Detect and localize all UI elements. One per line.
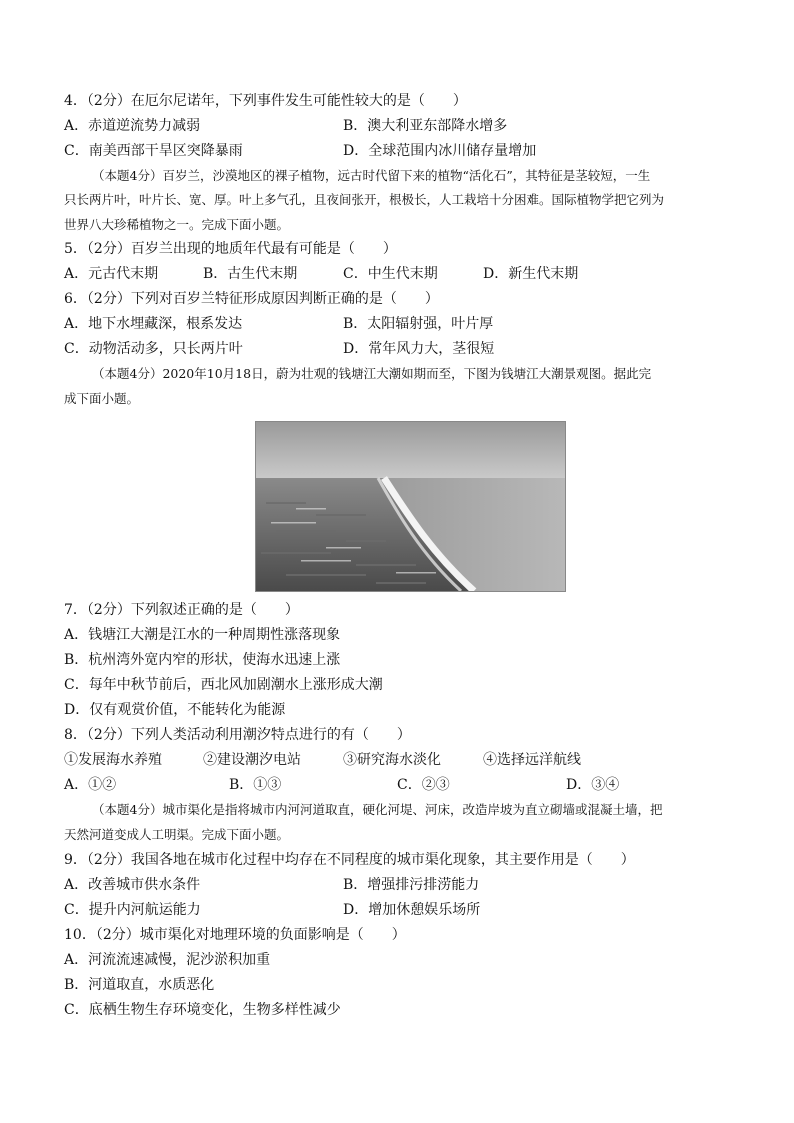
q4-stem: 4．（2分）在厄尔尼诺年，下列事件发生可能性较大的是（ ） (64, 93, 467, 109)
qiantang-tide-photo (255, 421, 566, 592)
q9-option-a[interactable]: A．改善城市供水条件 (64, 877, 201, 893)
q10-stem: 10．（2分）城市渠化对地理环境的负面影响是（ ） (64, 927, 406, 943)
q6-stem: 6．（2分）下列对百岁兰特征形成原因判断正确的是（ ） (64, 291, 439, 307)
q8-stem: 8．（2分）下列人类活动利用潮汐特点进行的有（ ） (64, 727, 411, 743)
q8-option-c[interactable]: C．②③ (397, 777, 450, 793)
q7-option-b[interactable]: B．杭州湾外宽内窄的形状，使海水迅速上涨 (64, 652, 341, 668)
q4-option-c[interactable]: C．南美西部干旱区突降暴雨 (64, 143, 243, 159)
q9-option-b[interactable]: B．增强排污排涝能力 (343, 877, 480, 893)
intro-baisuilan-line2: 只长两片叶，叶片长、宽、厚。叶上多气孔，且夜间张开，根极长，人工栽培十分困难。国际植物学把它列为 (64, 192, 665, 207)
q8-item-4: ④选择远洋航线 (483, 752, 581, 768)
intro-canal-line2: 天然河道变成人工明渠。完成下面小题。 (64, 827, 290, 842)
q7-option-d[interactable]: D．仅有观赏价值，不能转化为能源 (64, 702, 286, 718)
q8-option-d[interactable]: D．③④ (566, 777, 620, 793)
q8-item-1: ①发展海水养殖 (64, 752, 162, 768)
q5-stem: 5．（2分）百岁兰出现的地质年代最有可能是（ ） (64, 241, 397, 257)
q7-stem: 7．（2分）下列叙述正确的是（ ） (64, 602, 299, 618)
q6-option-c[interactable]: C．动物活动多，只长两片叶 (64, 341, 243, 357)
q8-option-a[interactable]: A．①② (64, 777, 117, 793)
q7-option-c[interactable]: C．每年中秋节前后，西北风加剧潮水上涨形成大潮 (64, 677, 383, 693)
q8-item-2: ②建设潮汐电站 (203, 752, 301, 768)
q4-option-d[interactable]: D．全球范围内冰川储存量增加 (343, 143, 537, 159)
q4-option-a[interactable]: A．赤道逆流势力减弱 (64, 118, 201, 134)
q10-option-a[interactable]: A．河流流速减慢，泥沙淤积加重 (64, 952, 271, 968)
q9-option-c[interactable]: C．提升内河航运能力 (64, 902, 201, 918)
intro-canal-line1: （本题4分）城市渠化是指将城市内河河道取直，硬化河堤、河床，改造岸坡为直立砌墙或混凝土墙，把 (92, 802, 663, 817)
q6-option-d[interactable]: D．常年风力大，茎很短 (343, 341, 495, 357)
q8-item-3: ③研究海水淡化 (343, 752, 441, 768)
q9-stem: 9．（2分）我国各地在城市化过程中均存在不同程度的城市渠化现象，其主要作用是（ ） (64, 852, 635, 868)
q6-option-a[interactable]: A．地下水埋藏深，根系发达 (64, 316, 243, 332)
q6-option-b[interactable]: B．太阳辐射强，叶片厚 (343, 316, 494, 332)
q10-option-b[interactable]: B．河道取直，水质恶化 (64, 977, 215, 993)
q5-option-c[interactable]: C．中生代末期 (343, 266, 438, 282)
intro-baisuilan-line3: 世界八大珍稀植物之一。完成下面小题。 (64, 217, 290, 232)
q9-option-d[interactable]: D．增加休憩娱乐场所 (343, 902, 481, 918)
q5-option-d[interactable]: D．新生代末期 (483, 266, 579, 282)
q10-option-c[interactable]: C．底栖生物生存环境变化，生物多样性减少 (64, 1002, 341, 1018)
q4-option-b[interactable]: B．澳大利亚东部降水增多 (343, 118, 508, 134)
intro-tide-line2: 成下面小题。 (64, 391, 140, 406)
q5-option-a[interactable]: A．元古代末期 (64, 266, 159, 282)
intro-baisuilan-line1: （本题4分）百岁兰，沙漠地区的裸子植物，远古时代留下来的植物“活化石”，其特征是茎较短，一生 (92, 168, 651, 183)
q7-option-a[interactable]: A．钱塘江大潮是江水的一种周期性涨落现象 (64, 627, 341, 643)
q8-option-b[interactable]: B．①③ (229, 777, 282, 793)
intro-tide-line1: （本题4分）2020年10月18日，蔚为壮观的钱塘江大潮如期而至，下图为钱塘江大潮景观图。据此完 (92, 366, 652, 381)
q5-option-b[interactable]: B．古生代末期 (203, 266, 298, 282)
